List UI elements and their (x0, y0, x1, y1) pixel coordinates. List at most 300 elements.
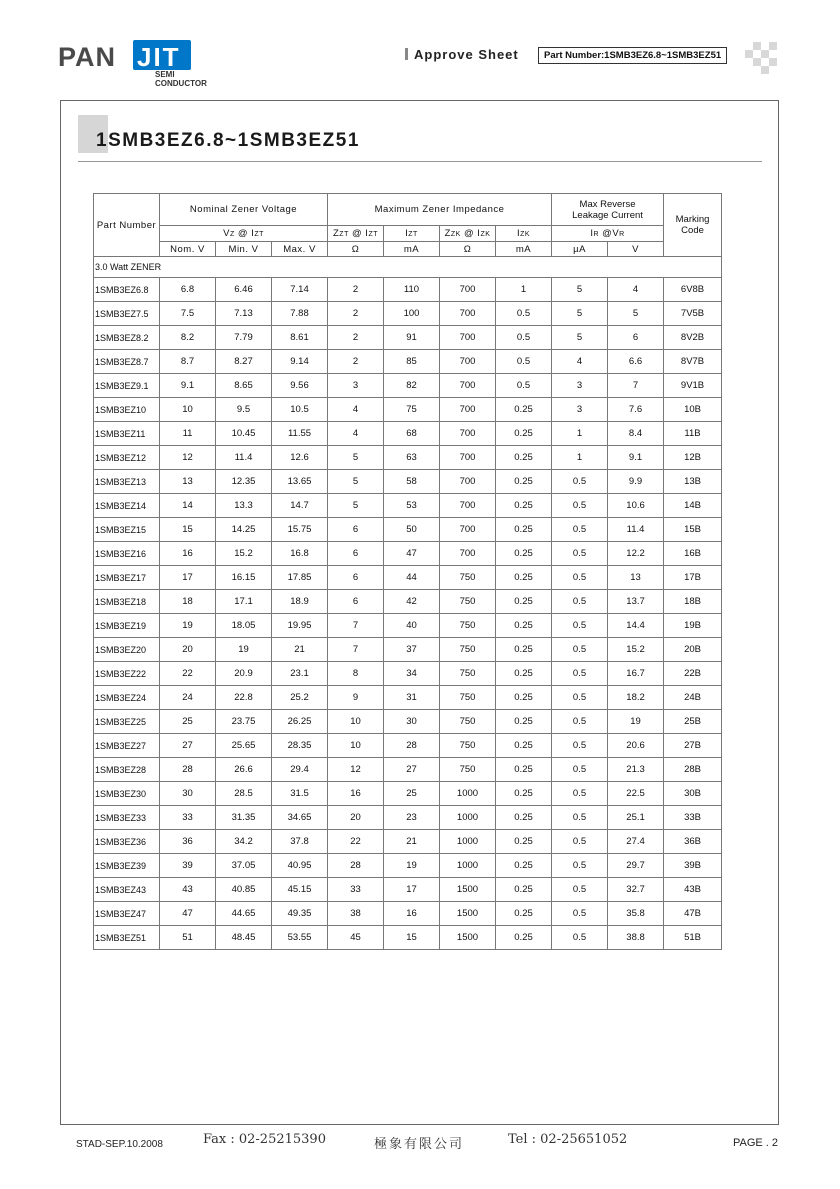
document-code: STAD-SEP.10.2008 (76, 1139, 163, 1150)
cell-vr: 8.4 (608, 422, 664, 446)
cell-min-v: 44.65 (216, 902, 272, 926)
cell-izk: 0.25 (496, 902, 552, 926)
header-marking-line1: Marking (675, 214, 710, 225)
cell-max-v: 12.6 (272, 446, 328, 470)
cell-izk: 0.25 (496, 782, 552, 806)
cell-ir: 5 (552, 326, 608, 350)
cell-max-v: 37.8 (272, 830, 328, 854)
section-label: 3.0 Watt ZENER (94, 257, 722, 278)
table-row (94, 566, 722, 590)
cell-vr: 20.6 (608, 734, 664, 758)
page-number: PAGE . 2 (733, 1137, 779, 1149)
cell-part-number: 1SMB3EZ28 (94, 758, 160, 782)
fax-number: Fax : 02-25215390 (203, 1132, 326, 1147)
cell-marking-code: 11B (664, 422, 722, 446)
cell-vr: 22.5 (608, 782, 664, 806)
approve-text: Approve Sheet (414, 47, 519, 62)
cell-vr: 29.7 (608, 854, 664, 878)
cell-izt: 16 (384, 902, 440, 926)
cell-zzt: 6 (328, 518, 384, 542)
cell-zzk: 700 (440, 398, 496, 422)
sub-izt: IZT (384, 226, 440, 242)
cell-zzk: 700 (440, 326, 496, 350)
cell-nom-v: 14 (160, 494, 216, 518)
cell-zzk: 1500 (440, 878, 496, 902)
cell-vr: 13 (608, 566, 664, 590)
cell-marking-code: 27B (664, 734, 722, 758)
cell-nom-v: 22 (160, 662, 216, 686)
cell-part-number: 1SMB3EZ22 (94, 662, 160, 686)
header-nominal-voltage: Nominal Zener Voltage (160, 194, 328, 226)
table-row (94, 662, 722, 686)
cell-zzt: 4 (328, 398, 384, 422)
table-row (94, 710, 722, 734)
logo-accent-text: JIT (137, 42, 181, 72)
cell-ir: 0.5 (552, 830, 608, 854)
header-leakage-line1: Max Reverse (579, 198, 636, 210)
cell-marking-code: 30B (664, 782, 722, 806)
cell-max-v: 9.56 (272, 374, 328, 398)
cell-marking-code: 17B (664, 566, 722, 590)
cell-vr: 6 (608, 326, 664, 350)
cell-zzk: 700 (440, 422, 496, 446)
logo-subtitle-line1: SEMI (155, 70, 175, 79)
cell-zzt: 4 (328, 422, 384, 446)
cell-izk: 0.5 (496, 350, 552, 374)
cell-izk: 0.25 (496, 686, 552, 710)
cell-min-v: 40.85 (216, 878, 272, 902)
cell-marking-code: 7V5B (664, 302, 722, 326)
cell-part-number: 1SMB3EZ20 (94, 638, 160, 662)
cell-part-number: 1SMB3EZ47 (94, 902, 160, 926)
label-bar (405, 48, 408, 60)
cell-part-number: 1SMB3EZ9.1 (94, 374, 160, 398)
cell-izk: 0.25 (496, 878, 552, 902)
cell-part-number: 1SMB3EZ33 (94, 806, 160, 830)
table-row (94, 854, 722, 878)
cell-vr: 5 (608, 302, 664, 326)
telephone-number: Tel : 02-25651052 (508, 1132, 628, 1147)
cell-izt: 25 (384, 782, 440, 806)
cell-min-v: 23.75 (216, 710, 272, 734)
cell-nom-v: 7.5 (160, 302, 216, 326)
cell-min-v: 31.35 (216, 806, 272, 830)
cell-zzt: 2 (328, 302, 384, 326)
cell-zzk: 1500 (440, 902, 496, 926)
cell-marking-code: 13B (664, 470, 722, 494)
cell-part-number: 1SMB3EZ25 (94, 710, 160, 734)
header-marking-code (664, 194, 722, 257)
cell-ir: 5 (552, 278, 608, 302)
unit-ma-izk: mA (496, 242, 552, 257)
cell-zzk: 700 (440, 518, 496, 542)
unit-v: V (608, 242, 664, 257)
cell-part-number: 1SMB3EZ6.8 (94, 278, 160, 302)
checker-pattern-icon (745, 42, 781, 78)
table-row (94, 398, 722, 422)
cell-ir: 1 (552, 422, 608, 446)
cell-marking-code: 18B (664, 590, 722, 614)
cell-min-v: 25.65 (216, 734, 272, 758)
cell-part-number: 1SMB3EZ18 (94, 590, 160, 614)
cell-part-number: 1SMB3EZ13 (94, 470, 160, 494)
cell-zzt: 2 (328, 326, 384, 350)
cell-zzk: 750 (440, 566, 496, 590)
cell-nom-v: 8.2 (160, 326, 216, 350)
table-row (94, 614, 722, 638)
cell-marking-code: 24B (664, 686, 722, 710)
cell-izk: 0.25 (496, 710, 552, 734)
cell-zzt: 33 (328, 878, 384, 902)
cell-ir: 0.5 (552, 782, 608, 806)
cell-marking-code: 14B (664, 494, 722, 518)
cell-part-number: 1SMB3EZ51 (94, 926, 160, 950)
unit-min-v: Min. V (216, 242, 272, 257)
cell-nom-v: 9.1 (160, 374, 216, 398)
cell-ir: 0.5 (552, 590, 608, 614)
section-row (94, 257, 722, 278)
cell-vr: 9.9 (608, 470, 664, 494)
cell-nom-v: 39 (160, 854, 216, 878)
cell-min-v: 8.27 (216, 350, 272, 374)
sub-vz-izt: VZ @ IZT (160, 226, 328, 242)
cell-izk: 0.25 (496, 734, 552, 758)
cell-vr: 25.1 (608, 806, 664, 830)
cell-ir: 0.5 (552, 878, 608, 902)
cell-vr: 4 (608, 278, 664, 302)
table-row (94, 542, 722, 566)
header-zener-impedance: Maximum Zener Impedance (328, 194, 552, 226)
cell-marking-code: 36B (664, 830, 722, 854)
cell-ir: 0.5 (552, 662, 608, 686)
cell-izt: 37 (384, 638, 440, 662)
table-row (94, 326, 722, 350)
table-row (94, 470, 722, 494)
cell-nom-v: 16 (160, 542, 216, 566)
cell-nom-v: 6.8 (160, 278, 216, 302)
unit-max-v: Max. V (272, 242, 328, 257)
cell-max-v: 19.95 (272, 614, 328, 638)
table-row (94, 686, 722, 710)
cell-ir: 0.5 (552, 542, 608, 566)
logo-text: PAN (58, 42, 117, 72)
cell-ir: 0.5 (552, 638, 608, 662)
header-leakage-line2: Leakage Current (572, 209, 643, 221)
table-row (94, 902, 722, 926)
cell-max-v: 49.35 (272, 902, 328, 926)
cell-min-v: 48.45 (216, 926, 272, 950)
cell-zzk: 750 (440, 734, 496, 758)
logo-subtitle-line2: CONDUCTOR (155, 79, 207, 88)
cell-marking-code: 12B (664, 446, 722, 470)
cell-part-number: 1SMB3EZ7.5 (94, 302, 160, 326)
cell-max-v: 15.75 (272, 518, 328, 542)
cell-ir: 5 (552, 302, 608, 326)
logo-subtitle (155, 70, 207, 88)
cell-zzk: 700 (440, 374, 496, 398)
cell-izt: 110 (384, 278, 440, 302)
cell-zzt: 2 (328, 278, 384, 302)
cell-zzk: 700 (440, 350, 496, 374)
cell-max-v: 17.85 (272, 566, 328, 590)
header-leakage-current (552, 194, 664, 226)
cell-izt: 19 (384, 854, 440, 878)
cell-izk: 0.25 (496, 470, 552, 494)
cell-nom-v: 19 (160, 614, 216, 638)
cell-max-v: 9.14 (272, 350, 328, 374)
cell-min-v: 16.15 (216, 566, 272, 590)
cell-izt: 34 (384, 662, 440, 686)
cell-zzk: 1000 (440, 854, 496, 878)
cell-min-v: 22.8 (216, 686, 272, 710)
cell-zzt: 22 (328, 830, 384, 854)
table-row (94, 734, 722, 758)
table-row (94, 830, 722, 854)
cell-ir: 0.5 (552, 566, 608, 590)
cell-izt: 53 (384, 494, 440, 518)
cell-zzk: 700 (440, 278, 496, 302)
cell-izt: 15 (384, 926, 440, 950)
cell-zzk: 750 (440, 590, 496, 614)
cell-max-v: 29.4 (272, 758, 328, 782)
table-row (94, 638, 722, 662)
cell-max-v: 25.2 (272, 686, 328, 710)
cell-marking-code: 39B (664, 854, 722, 878)
table-row (94, 782, 722, 806)
cell-nom-v: 18 (160, 590, 216, 614)
cell-nom-v: 36 (160, 830, 216, 854)
cell-marking-code: 19B (664, 614, 722, 638)
cell-marking-code: 6V8B (664, 278, 722, 302)
cell-marking-code: 43B (664, 878, 722, 902)
cell-vr: 19 (608, 710, 664, 734)
cell-zzt: 12 (328, 758, 384, 782)
cell-zzk: 1000 (440, 782, 496, 806)
approve-sheet-label (405, 47, 519, 62)
cell-min-v: 19 (216, 638, 272, 662)
cell-zzk: 750 (440, 614, 496, 638)
cell-part-number: 1SMB3EZ14 (94, 494, 160, 518)
table-row (94, 374, 722, 398)
cell-zzt: 7 (328, 614, 384, 638)
cell-nom-v: 13 (160, 470, 216, 494)
company-name: 極象有限公司 (374, 1137, 465, 1152)
cell-zzt: 16 (328, 782, 384, 806)
cell-nom-v: 43 (160, 878, 216, 902)
cell-max-v: 28.35 (272, 734, 328, 758)
cell-zzt: 3 (328, 374, 384, 398)
cell-zzk: 750 (440, 686, 496, 710)
cell-max-v: 45.15 (272, 878, 328, 902)
cell-zzk: 750 (440, 662, 496, 686)
cell-zzt: 6 (328, 542, 384, 566)
cell-max-v: 14.7 (272, 494, 328, 518)
cell-nom-v: 47 (160, 902, 216, 926)
cell-izt: 75 (384, 398, 440, 422)
cell-ir: 0.5 (552, 902, 608, 926)
cell-marking-code: 25B (664, 710, 722, 734)
cell-izt: 58 (384, 470, 440, 494)
cell-izk: 0.25 (496, 542, 552, 566)
cell-marking-code: 33B (664, 806, 722, 830)
table-row (94, 926, 722, 950)
cell-izk: 0.25 (496, 854, 552, 878)
cell-zzt: 5 (328, 470, 384, 494)
cell-min-v: 11.4 (216, 446, 272, 470)
cell-part-number: 1SMB3EZ16 (94, 542, 160, 566)
cell-marking-code: 22B (664, 662, 722, 686)
title-divider (78, 161, 762, 162)
cell-izt: 42 (384, 590, 440, 614)
cell-zzt: 28 (328, 854, 384, 878)
cell-zzt: 38 (328, 902, 384, 926)
cell-ir: 3 (552, 374, 608, 398)
cell-part-number: 1SMB3EZ17 (94, 566, 160, 590)
cell-izk: 0.25 (496, 398, 552, 422)
cell-min-v: 18.05 (216, 614, 272, 638)
cell-max-v: 23.1 (272, 662, 328, 686)
cell-ir: 0.5 (552, 494, 608, 518)
cell-zzk: 1000 (440, 830, 496, 854)
cell-part-number: 1SMB3EZ30 (94, 782, 160, 806)
cell-zzt: 9 (328, 686, 384, 710)
cell-izt: 63 (384, 446, 440, 470)
cell-ir: 0.5 (552, 806, 608, 830)
cell-zzk: 700 (440, 494, 496, 518)
cell-nom-v: 10 (160, 398, 216, 422)
cell-nom-v: 51 (160, 926, 216, 950)
cell-izt: 68 (384, 422, 440, 446)
cell-izt: 44 (384, 566, 440, 590)
table-row (94, 350, 722, 374)
cell-zzk: 1500 (440, 926, 496, 950)
cell-ir: 0.5 (552, 854, 608, 878)
cell-max-v: 7.88 (272, 302, 328, 326)
cell-izt: 100 (384, 302, 440, 326)
cell-max-v: 10.5 (272, 398, 328, 422)
cell-nom-v: 17 (160, 566, 216, 590)
header-marking-line2: Code (681, 225, 704, 236)
table-row (94, 278, 722, 302)
cell-izt: 31 (384, 686, 440, 710)
table-row (94, 590, 722, 614)
cell-max-v: 13.65 (272, 470, 328, 494)
cell-part-number: 1SMB3EZ19 (94, 614, 160, 638)
cell-zzt: 6 (328, 566, 384, 590)
cell-part-number: 1SMB3EZ36 (94, 830, 160, 854)
cell-izk: 0.25 (496, 758, 552, 782)
cell-izk: 0.25 (496, 662, 552, 686)
cell-nom-v: 27 (160, 734, 216, 758)
unit-ma-izt: mA (384, 242, 440, 257)
table-row (94, 446, 722, 470)
cell-min-v: 7.13 (216, 302, 272, 326)
cell-ir: 0.5 (552, 710, 608, 734)
cell-min-v: 26.6 (216, 758, 272, 782)
cell-nom-v: 12 (160, 446, 216, 470)
spec-table (93, 193, 722, 950)
cell-zzk: 750 (440, 758, 496, 782)
cell-part-number: 1SMB3EZ24 (94, 686, 160, 710)
cell-nom-v: 15 (160, 518, 216, 542)
cell-max-v: 16.8 (272, 542, 328, 566)
cell-vr: 11.4 (608, 518, 664, 542)
table-row (94, 518, 722, 542)
cell-zzk: 700 (440, 470, 496, 494)
cell-izk: 0.25 (496, 614, 552, 638)
cell-vr: 21.3 (608, 758, 664, 782)
header-part-number: Part Number (94, 194, 160, 257)
table-row (94, 422, 722, 446)
part-number-box: Part Number:1SMB3EZ6.8~1SMB3EZ51 (538, 47, 727, 64)
cell-min-v: 12.35 (216, 470, 272, 494)
cell-ir: 0.5 (552, 926, 608, 950)
cell-min-v: 9.5 (216, 398, 272, 422)
cell-part-number: 1SMB3EZ43 (94, 878, 160, 902)
cell-nom-v: 11 (160, 422, 216, 446)
cell-max-v: 26.25 (272, 710, 328, 734)
cell-marking-code: 47B (664, 902, 722, 926)
cell-vr: 9.1 (608, 446, 664, 470)
cell-zzt: 6 (328, 590, 384, 614)
cell-izt: 82 (384, 374, 440, 398)
table-row (94, 878, 722, 902)
cell-izk: 0.25 (496, 638, 552, 662)
cell-zzk: 700 (440, 302, 496, 326)
cell-izk: 0.5 (496, 302, 552, 326)
cell-nom-v: 20 (160, 638, 216, 662)
cell-max-v: 21 (272, 638, 328, 662)
cell-min-v: 17.1 (216, 590, 272, 614)
cell-izk: 0.5 (496, 326, 552, 350)
cell-vr: 35.8 (608, 902, 664, 926)
cell-max-v: 8.61 (272, 326, 328, 350)
cell-max-v: 34.65 (272, 806, 328, 830)
cell-marking-code: 20B (664, 638, 722, 662)
cell-nom-v: 25 (160, 710, 216, 734)
cell-zzk: 700 (440, 542, 496, 566)
cell-zzk: 750 (440, 638, 496, 662)
cell-marking-code: 9V1B (664, 374, 722, 398)
cell-marking-code: 16B (664, 542, 722, 566)
cell-zzt: 5 (328, 446, 384, 470)
cell-vr: 7 (608, 374, 664, 398)
cell-izk: 0.5 (496, 374, 552, 398)
cell-marking-code: 8V2B (664, 326, 722, 350)
cell-min-v: 37.05 (216, 854, 272, 878)
page-title: 1SMB3EZ6.8~1SMB3EZ51 (96, 130, 360, 151)
cell-ir: 4 (552, 350, 608, 374)
cell-izt: 85 (384, 350, 440, 374)
unit-ohm-zzk: Ω (440, 242, 496, 257)
cell-vr: 16.7 (608, 662, 664, 686)
cell-vr: 38.8 (608, 926, 664, 950)
cell-izt: 28 (384, 734, 440, 758)
cell-izk: 1 (496, 278, 552, 302)
cell-izk: 0.25 (496, 806, 552, 830)
cell-izt: 27 (384, 758, 440, 782)
cell-part-number: 1SMB3EZ12 (94, 446, 160, 470)
cell-vr: 12.2 (608, 542, 664, 566)
cell-max-v: 31.5 (272, 782, 328, 806)
cell-nom-v: 30 (160, 782, 216, 806)
cell-part-number: 1SMB3EZ11 (94, 422, 160, 446)
cell-ir: 0.5 (552, 758, 608, 782)
cell-part-number: 1SMB3EZ8.7 (94, 350, 160, 374)
cell-nom-v: 8.7 (160, 350, 216, 374)
cell-vr: 27.4 (608, 830, 664, 854)
cell-marking-code: 8V7B (664, 350, 722, 374)
